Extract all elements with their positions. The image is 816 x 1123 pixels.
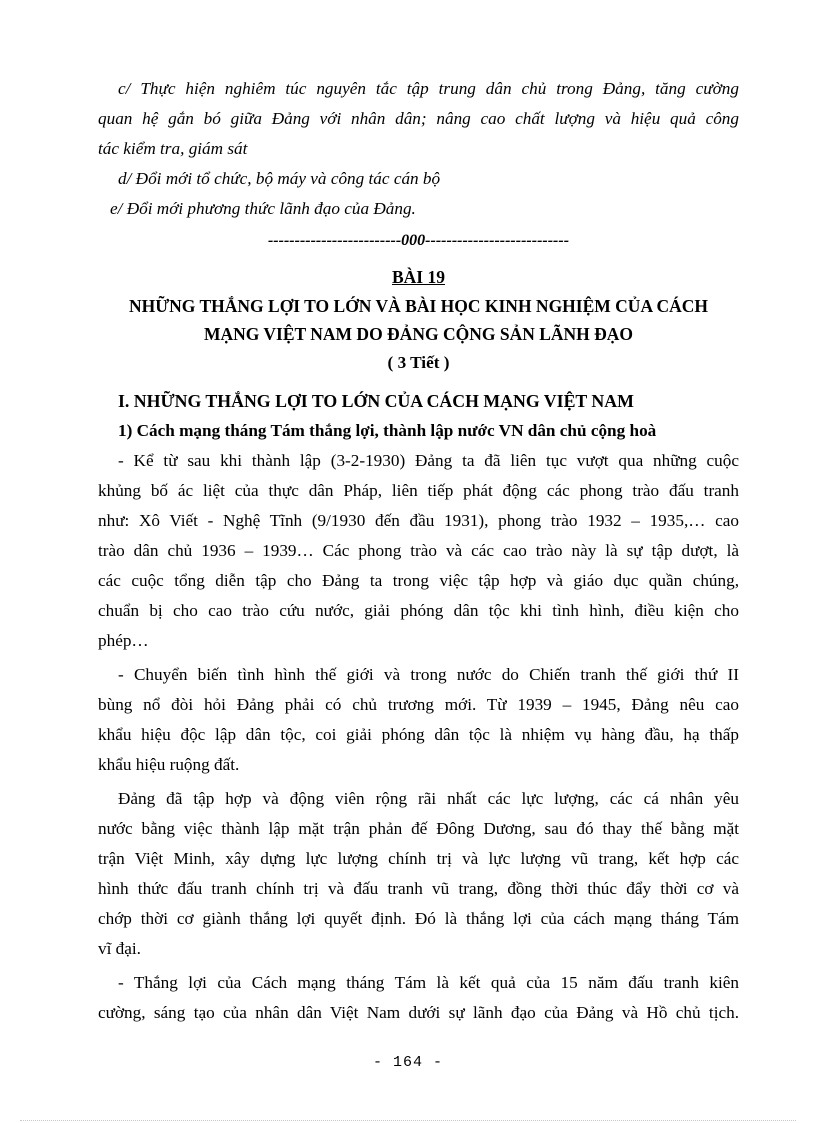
paragraph-line: - Chuyển biến tình hình thế giới và trong nước do Chiến tranh thế giới thứ II bbox=[118, 665, 739, 684]
paragraph-line: - Thắng lợi của Cách mạng tháng Tám là kết quả của 15 năm đấu tranh kiên bbox=[118, 973, 739, 992]
paragraph-line: bùng nổ đòi hỏi Đảng phải có chủ trương mới. Từ 1939 – 1945, Đảng nêu cao bbox=[98, 695, 739, 714]
paragraph-line: các cuộc tổng diễn tập cho Đảng ta trong việc tập hợp và giáo dục quần chúng, bbox=[98, 571, 739, 590]
lesson-title-line: NHỮNG THẮNG LỢI TO LỚN VÀ BÀI HỌC KINH NGHIỆM CỦA CÁCH bbox=[128, 296, 709, 316]
paragraph-line: trận Việt Minh, xây dựng lực lượng chính trị và lực lượng vũ trang, kết hợp các bbox=[98, 849, 739, 868]
intro-item-c bbox=[98, 74, 739, 164]
paragraph-line: khẩu hiệu ruộng đất. bbox=[98, 755, 240, 774]
paragraph-line: phép… bbox=[98, 631, 149, 650]
page-bottom-divider bbox=[20, 1120, 796, 1121]
paragraph-line: vĩ đại. bbox=[98, 939, 141, 958]
page-content bbox=[98, 74, 739, 1028]
section-separator: -------------------------000--------------------------- bbox=[267, 232, 570, 249]
paragraph-line: hình thức đấu tranh chính trị và đấu tranh vũ trang, đồng thời thúc đẩy thời cơ và bbox=[98, 879, 739, 898]
page-number: - 164 - bbox=[372, 1054, 443, 1071]
paragraph-line: chớp thời cơ giành thắng lợi quyết định. Đó là thắng lợi của cách mạng tháng Tám bbox=[98, 909, 739, 928]
intro-line: c/ Thực hiện nghiêm túc nguyên tắc tập trung dân chủ trong Đảng, tăng cường bbox=[118, 79, 739, 98]
paragraph-line: trào dân chủ 1936 – 1939… Các phong trào và các cao trào này là sự tập dượt, là bbox=[98, 541, 739, 560]
paragraph-line: - Kể từ sau khi thành lập (3-2-1930) Đảng ta đã liên tục vượt qua những cuộc bbox=[118, 451, 739, 470]
paragraph-line: cường, sáng tạo của nhân dân Việt Nam dưới sự lãnh đạo của Đảng và Hồ chủ tịch. bbox=[98, 1003, 739, 1022]
paragraph-line: chuẩn bị cho cao trào cứu nước, giải phóng dân tộc khi tình hình, điều kiện cho bbox=[98, 601, 739, 620]
lesson-periods: ( 3 Tiết ) bbox=[387, 353, 450, 372]
section-heading: I. NHỮNG THẮNG LỢI TO LỚN CỦA CÁCH MẠNG VIỆT NAM bbox=[118, 391, 634, 411]
intro-line: d/ Đổi mới tổ chức, bộ máy và công tác cán bộ bbox=[118, 169, 441, 188]
paragraph-3 bbox=[98, 784, 739, 964]
paragraph-4 bbox=[98, 968, 739, 1028]
intro-line: e/ Đổi mới phương thức lãnh đạo của Đảng. bbox=[110, 199, 416, 218]
intro-line: quan hệ gắn bó giữa Đảng với nhân dân; nâng cao chất lượng và hiệu quả công bbox=[98, 109, 739, 128]
paragraph-2 bbox=[98, 660, 739, 780]
paragraph-line: khủng bố ác liệt của thực dân Pháp, liên tiếp phát động các phong trào đấu tranh bbox=[98, 481, 739, 500]
lesson-number: BÀI 19 bbox=[392, 267, 445, 287]
intro-item-e bbox=[98, 194, 739, 224]
intro-item-d bbox=[98, 164, 739, 194]
subsection-heading: 1) Cách mạng tháng Tám thắng lợi, thành lập nước VN dân chủ cộng hoà bbox=[118, 421, 657, 440]
paragraph-line: như: Xô Viết - Nghệ Tĩnh (9/1930 đến đầu 1931), phong trào 1932 – 1935,… cao bbox=[98, 511, 739, 530]
intro-line: tác kiểm tra, giám sát bbox=[98, 139, 248, 158]
paragraph-1 bbox=[98, 446, 739, 656]
paragraph-line: nước bằng việc thành lập mặt trận phản đế Đông Dương, sau đó thay thế bằng mặt bbox=[98, 819, 739, 838]
lesson-title-line: MẠNG VIỆT NAM DO ĐẢNG CỘNG SẢN LÃNH ĐẠO bbox=[203, 324, 634, 344]
paragraph-line: Đảng đã tập hợp và động viên rộng rãi nhất các lực lượng, các cá nhân yêu bbox=[118, 789, 739, 808]
paragraph-line: khẩu hiệu độc lập dân tộc, coi giải phóng dân tộc là nhiệm vụ hàng đầu, hạ thấp bbox=[98, 725, 739, 744]
